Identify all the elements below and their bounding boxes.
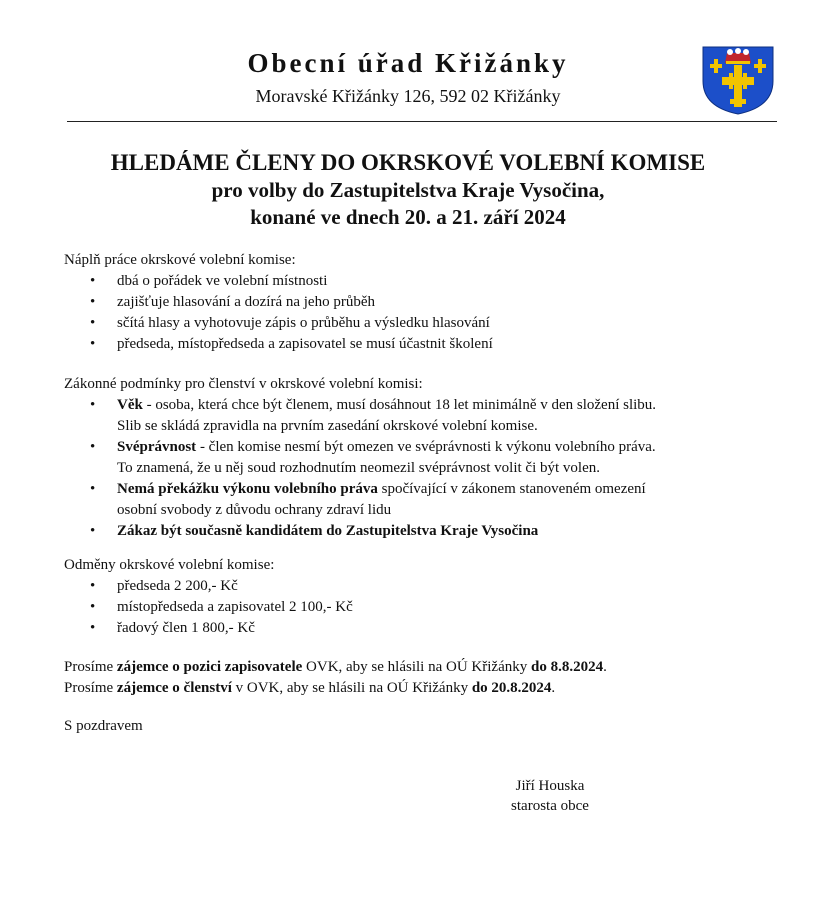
- rewards-section: [64, 555, 764, 639]
- list-item: • předseda 2 200,- Kč: [90, 578, 238, 594]
- list-item: • Zákaz být současně kandidátem do Zastupitelstva Kraje Vysočina: [90, 523, 539, 539]
- list-item: • sčítá hlasy a vyhotovuje zápis o průběhu a výsledku hlasování: [90, 315, 490, 331]
- conditions-heading: Zákonné podmínky pro členství v okrskové volební komisi:: [64, 376, 423, 392]
- rewards-heading: Odměny okrskové volební komise:: [64, 557, 275, 573]
- list-item: • Věk - osoba, která chce být členem, musí dosáhnout 18 let minimálně v den složení slibu. Slib se skládá zpravidla na prvním zasedání okrskové volební komise.: [90, 397, 657, 434]
- rewards-list: [64, 576, 764, 639]
- headline: [40, 148, 776, 231]
- list-item: • zajišťuje hlasování a dozírá na jeho průběh: [90, 294, 375, 310]
- list-item: • místopředseda a zapisovatel 2 100,- Kč: [90, 599, 353, 615]
- headline-main: HLEDÁME ČLENY DO OKRSKOVÉ VOLEBNÍ KOMISE: [110, 150, 706, 175]
- request-member: Prosíme zájemce o členství v OVK, aby se hlásili na OÚ Křižánky do 20.8.2024.: [64, 680, 556, 696]
- office-title: Obecní úřad Křižánky: [247, 48, 569, 78]
- duties-section: [64, 250, 764, 355]
- signatory-name: Jiří Houska: [515, 778, 585, 794]
- headline-dates: konané ve dnech 20. a 21. září 2024: [250, 205, 566, 229]
- list-item: • řadový člen 1 800,- Kč: [90, 620, 255, 636]
- list-item: • dbá o pořádek ve volební místnosti: [90, 273, 328, 289]
- conditions-list: [64, 395, 764, 542]
- header-divider: [67, 121, 777, 122]
- duties-heading: Náplň práce okrskové volební komise:: [64, 252, 296, 268]
- list-item: • Nemá překážku výkonu volebního práva spočívající v zákonem stanoveném omezení osobní svobody z důvodu ochrany zdraví lidu: [90, 481, 646, 518]
- request-recorder: Prosíme zájemce o pozici zapisovatele OVK, aby se hlásili na OÚ Křižánky do 8.8.2024.: [64, 659, 607, 675]
- municipal-coat-of-arms-icon: [700, 43, 776, 116]
- closing: S pozdravem: [64, 718, 143, 734]
- list-item: • předseda, místopředseda a zapisovatel se musí účastnit školení: [90, 336, 493, 352]
- requests-section: [64, 657, 764, 699]
- signatory-role: starosta obce: [511, 798, 589, 814]
- duties-list: [64, 271, 764, 355]
- conditions-section: [64, 374, 764, 542]
- headline-subtitle: pro volby do Zastupitelstva Kraje Vysočina,: [211, 178, 605, 202]
- signature-block: [430, 776, 670, 816]
- office-address: Moravské Křižánky 126, 592 02 Křižánky: [255, 86, 561, 106]
- list-item: • Svéprávnost - člen komise nesmí být omezen ve svéprávnosti k výkonu volebního práva. To znamená, že u něj soud rozhodnutím neomezil svéprávnost volit či být volen.: [90, 439, 656, 476]
